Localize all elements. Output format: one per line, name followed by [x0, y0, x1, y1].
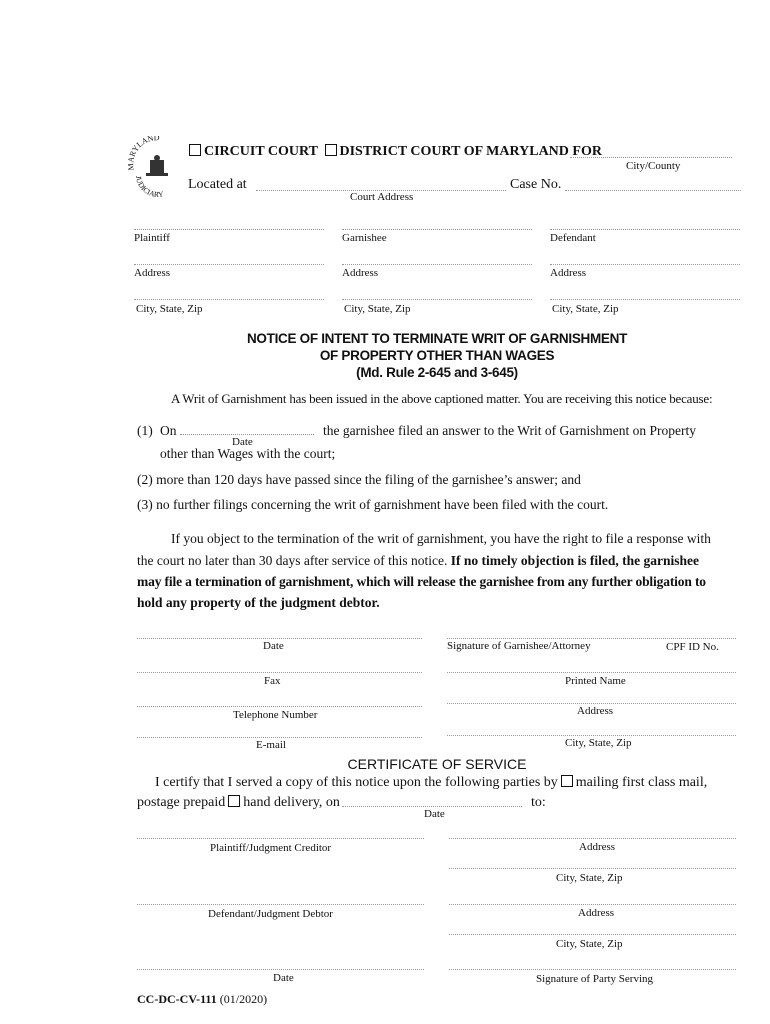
- objection-paragraph-line-4: hold any property of the judgment debtor.: [137, 595, 380, 610]
- service-date-label: Date: [424, 808, 445, 820]
- mailing-label: mailing first class mail,: [575, 775, 708, 790]
- garnishee-city-label: City, State, Zip: [344, 303, 411, 315]
- creditor-city-label: City, State, Zip: [556, 872, 623, 884]
- garnishee-field[interactable]: [342, 229, 532, 230]
- hand-delivery-label: hand delivery, on: [243, 795, 340, 810]
- garnishee-city-field[interactable]: [342, 299, 532, 300]
- court-selection: [186, 144, 602, 160]
- circuit-court-label: CIRCUIT COURT: [204, 144, 318, 159]
- form-footer: [137, 992, 267, 1007]
- answer-date-field[interactable]: [180, 434, 314, 435]
- signature-date-field[interactable]: [137, 638, 422, 639]
- debtor-address-label: Address: [578, 907, 615, 919]
- answer-date-label: Date: [232, 436, 253, 448]
- circuit-court-checkbox[interactable]: [189, 144, 201, 156]
- certificate-line-1: [155, 775, 707, 791]
- serving-signature-label: Signature of Party Serving: [536, 973, 654, 985]
- title-line-2: OF PROPERTY OTHER THAN WAGES: [319, 348, 555, 363]
- item-1-text: the garnishee filed an answer to the Writ of Garnishment on Property: [323, 423, 696, 438]
- intro-text: A Writ of Garnishment has been issued in the above captioned matter. You are receiving this notice because:: [171, 391, 713, 406]
- telephone-field[interactable]: [137, 706, 422, 707]
- garnishee-address-sig-label: Address: [577, 705, 614, 717]
- item-3-text: (3) no further filings concerning the writ of garnishment have been filed with the court.: [137, 497, 609, 512]
- item-2-text: (2) more than 120 days have passed since the filing of the garnishee’s answer; and: [137, 472, 581, 487]
- objection-paragraph-line-1: If you object to the termination of the writ of garnishment, you have the right to file a response with: [171, 531, 711, 546]
- certificate-heading: CERTIFICATE OF SERVICE: [347, 756, 527, 772]
- defendant-city-field[interactable]: [550, 299, 740, 300]
- plaintiff-creditor-label: Plaintiff/Judgment Creditor: [210, 842, 332, 854]
- plaintiff-city-field[interactable]: [134, 299, 324, 300]
- garnishee-signature-field[interactable]: [447, 638, 736, 639]
- debtor-address-field[interactable]: [449, 904, 736, 905]
- seal-top-text: RYLAND: [128, 136, 160, 158]
- objection-normal-text: the court no later than 30 days after service of this notice.: [137, 553, 448, 568]
- creditor-address-label: Address: [579, 841, 616, 853]
- defendant-city-label: City, State, Zip: [552, 303, 619, 315]
- svg-text:JUDICIARY: [134, 175, 165, 199]
- garnishee-signature-label: Signature of Garnishee/Attorney: [447, 640, 591, 652]
- cpf-id-label: CPF ID No.: [666, 641, 719, 653]
- objection-bold-text: If no timely objection is filed, the garnishee: [450, 553, 699, 568]
- email-label: E-mail: [256, 739, 286, 751]
- certificate-line-1-text: I certify that I served a copy of this notice upon the following parties by: [155, 775, 558, 790]
- printed-name-label: Printed Name: [565, 675, 626, 687]
- fax-label: Fax: [264, 675, 281, 687]
- form-number: CC-DC-CV-111: [137, 992, 217, 1006]
- email-field[interactable]: [137, 737, 422, 738]
- hand-delivery-checkbox[interactable]: [228, 795, 240, 807]
- defendant-debtor-field[interactable]: [137, 904, 424, 905]
- case-no-field[interactable]: [565, 190, 741, 191]
- case-no-label: Case No.: [510, 177, 562, 192]
- title-line-1: NOTICE OF INTENT TO TERMINATE WRIT OF GARNISHMENT: [246, 331, 628, 346]
- postage-prepaid-label: postage prepaid: [137, 795, 226, 810]
- defendant-address-field[interactable]: [550, 264, 740, 265]
- service-date-field[interactable]: [342, 806, 522, 807]
- city-county-field[interactable]: [570, 157, 732, 158]
- plaintiff-address-field[interactable]: [134, 264, 324, 265]
- title-line-3: (Md. Rule 2-645 and 3-645): [356, 365, 518, 380]
- seal-bottom-text: JUDICIARY: [133, 175, 165, 200]
- plaintiff-city-label: City, State, Zip: [136, 303, 203, 315]
- certificate-date-label: Date: [273, 972, 294, 984]
- serving-signature-field[interactable]: [449, 969, 736, 970]
- mailing-checkbox[interactable]: [561, 775, 573, 787]
- notice-title: [0, 330, 770, 381]
- court-address-label: Court Address: [350, 191, 414, 203]
- city-county-label: City/County: [626, 160, 681, 172]
- plaintiff-address-label: Address: [134, 267, 171, 279]
- plaintiff-field[interactable]: [134, 229, 324, 230]
- objection-paragraph-line-3: may file a termination of garnishment, which will release the garnishee from any further obligation to: [137, 574, 706, 589]
- to-label: to:: [531, 795, 546, 810]
- district-court-checkbox[interactable]: [325, 144, 337, 156]
- debtor-city-label: City, State, Zip: [556, 938, 623, 950]
- maryland-judiciary-seal: [128, 136, 186, 200]
- defendant-debtor-label: Defendant/Judgment Debtor: [208, 908, 333, 920]
- fax-field[interactable]: [137, 672, 422, 673]
- form-revision: (01/2020): [219, 992, 268, 1006]
- garnishee-address-label: Address: [342, 267, 379, 279]
- garnishee-address-sig-field[interactable]: [447, 703, 736, 704]
- debtor-city-field[interactable]: [449, 934, 736, 935]
- objection-paragraph-line-2: [137, 553, 699, 569]
- item-1-on: On: [160, 423, 177, 438]
- defendant-address-label: Address: [550, 267, 587, 279]
- defendant-field[interactable]: [550, 229, 740, 230]
- garnishee-label: Garnishee: [342, 232, 387, 244]
- plaintiff-creditor-field[interactable]: [137, 838, 424, 839]
- plaintiff-label: Plaintiff: [134, 232, 170, 244]
- signature-date-label: Date: [263, 640, 284, 652]
- garnishee-address-field[interactable]: [342, 264, 532, 265]
- certificate-date-field[interactable]: [137, 969, 424, 970]
- located-at-label: Located at: [188, 177, 247, 192]
- printed-name-field[interactable]: [447, 672, 736, 673]
- district-court-label: DISTRICT COURT OF MARYLAND FOR: [339, 144, 602, 159]
- creditor-address-field[interactable]: [449, 838, 736, 839]
- creditor-city-field[interactable]: [449, 868, 736, 869]
- item-1-continued: other than Wages with the court;: [160, 446, 336, 461]
- telephone-label: Telephone Number: [233, 709, 318, 721]
- item-1-number: (1): [137, 423, 153, 438]
- garnishee-city-sig-field[interactable]: [447, 735, 736, 736]
- certificate-line-2: [137, 795, 340, 811]
- defendant-label: Defendant: [550, 232, 596, 244]
- garnishee-city-sig-label: City, State, Zip: [565, 737, 632, 749]
